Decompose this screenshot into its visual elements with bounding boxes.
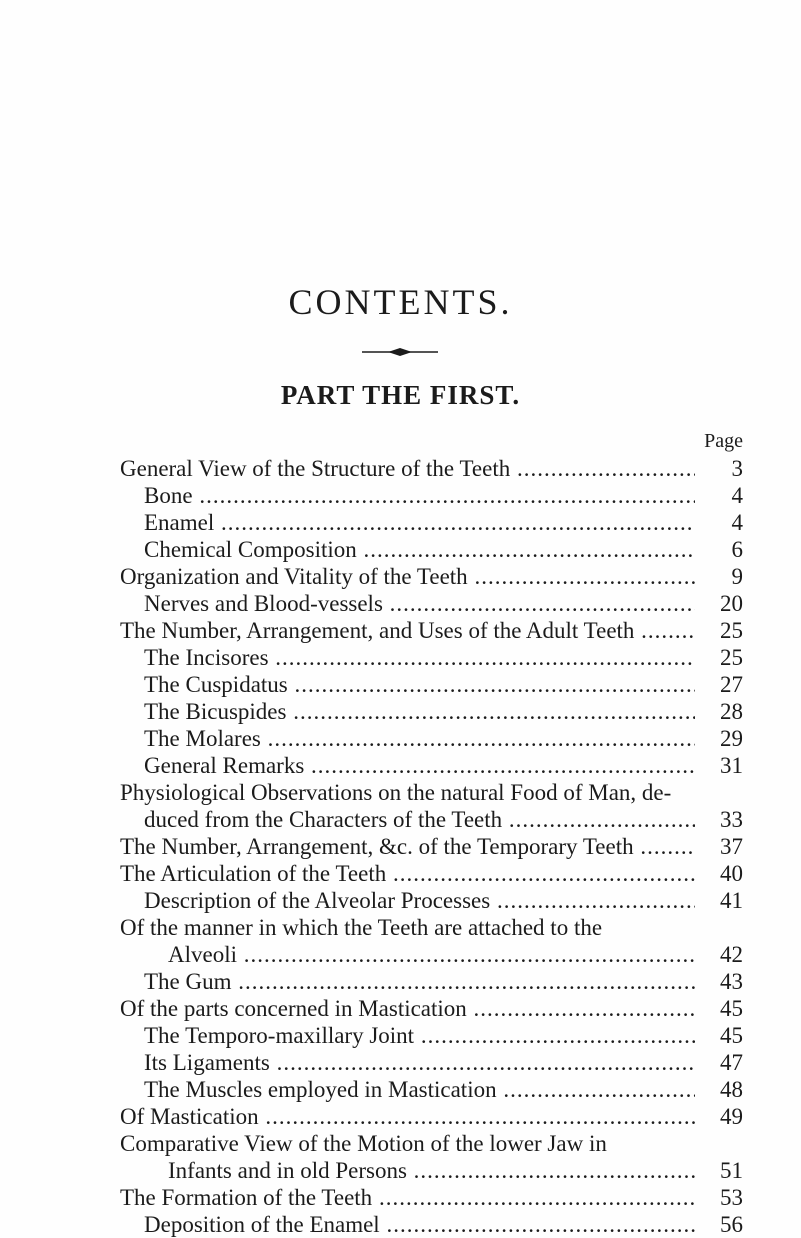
- toc-entry: [120, 644, 743, 671]
- toc-entry-title: Enamel .....: [144, 509, 695, 536]
- toc-entry-title: Description of the Alveolar Processes .....: [144, 887, 695, 914]
- toc-entry-title: Organization and Vitality of the Teeth .....: [120, 563, 695, 590]
- toc-entry: [120, 1130, 743, 1184]
- toc-entry-title-continued: Alveoli .....: [168, 941, 695, 968]
- toc-entry: [120, 914, 743, 968]
- toc-entry: [120, 455, 743, 482]
- toc-entry: [120, 1076, 743, 1103]
- toc-entry-page-number: 27: [703, 671, 743, 698]
- toc-entry: [120, 671, 743, 698]
- toc-entry-title: The Incisores .....: [144, 644, 695, 671]
- toc-entry-page-number: 3: [703, 455, 743, 482]
- toc-entry-page-number: 41: [703, 887, 743, 914]
- page-title: CONTENTS.: [288, 282, 513, 322]
- toc-entry-page-number: 45: [703, 1022, 743, 1049]
- toc-entry-title-continued: Infants and in old Persons .....: [168, 1157, 695, 1184]
- toc-entry-page-number: 48: [703, 1076, 743, 1103]
- toc-entry-page-number: 9: [703, 563, 743, 590]
- toc-entry-title: The Temporo-maxillary Joint .....: [144, 1022, 695, 1049]
- toc-entry: [120, 1049, 743, 1076]
- toc-entry-page-number: 49: [703, 1103, 743, 1130]
- part-title: PART THE FIRST.: [280, 380, 521, 410]
- toc-entry: [120, 1184, 743, 1211]
- toc-entry: [120, 1211, 743, 1238]
- toc-entry: [120, 887, 743, 914]
- toc-entry: [120, 563, 743, 590]
- toc-entry-page-number: 42: [703, 941, 743, 968]
- toc-entry-title: Nerves and Blood-vessels .....: [144, 590, 695, 617]
- toc-entry-page-number: 51: [703, 1157, 743, 1184]
- toc-entry-title: The Formation of the Teeth .....: [120, 1184, 695, 1211]
- toc-entry-title: General View of the Structure of the Teeth .....: [120, 455, 695, 482]
- toc-entry-title: The Gum .....: [144, 968, 695, 995]
- toc-entry-title: The Muscles employed in Mastication .....: [144, 1076, 695, 1103]
- toc-entry: [120, 1022, 743, 1049]
- toc-entry: [120, 482, 743, 509]
- toc-entry: [120, 860, 743, 887]
- toc-entry-title: Of the parts concerned in Mastication .....: [120, 995, 695, 1022]
- toc-entry: [120, 752, 743, 779]
- toc-entry-page-number: 53: [703, 1184, 743, 1211]
- toc-entry-title: Physiological Observations on the natural Food of Man, de-: [120, 780, 672, 805]
- toc-entry-title: The Number, Arrangement, &c. of the Temporary Teeth .....: [120, 833, 695, 860]
- toc-entry-page-number: 47: [703, 1049, 743, 1076]
- ornament-divider-icon: [362, 347, 438, 357]
- toc-entry-page-number: 28: [703, 698, 743, 725]
- toc-entry-page-number: 31: [703, 752, 743, 779]
- toc-entry-title: The Bicuspides .....: [144, 698, 695, 725]
- toc-entry: [120, 779, 743, 833]
- toc-entry-page-number: 33: [703, 806, 743, 833]
- toc-entry: [120, 509, 743, 536]
- toc-entry-title: Chemical Composition .....: [144, 536, 695, 563]
- toc-entry-page-number: 45: [703, 995, 743, 1022]
- toc-entry-title: Of Mastication .....: [120, 1103, 695, 1130]
- toc-entry-title: Bone .....: [144, 482, 695, 509]
- toc-entry-page-number: 4: [703, 509, 743, 536]
- toc-entry-title: The Molares .....: [144, 725, 695, 752]
- toc-entry: [120, 725, 743, 752]
- toc-entry-title: Its Ligaments .....: [144, 1049, 695, 1076]
- toc-entry-title: Of the manner in which the Teeth are attached to the: [120, 915, 603, 940]
- toc-entry-title-continued: duced from the Characters of the Teeth .....: [144, 806, 695, 833]
- toc-entry-page-number: 56: [703, 1211, 743, 1238]
- toc-entry-title: The Number, Arrangement, and Uses of the Adult Teeth .....: [120, 617, 695, 644]
- toc-entry-page-number: 29: [703, 725, 743, 752]
- page-column-label: Page: [704, 430, 743, 452]
- toc-entry: [120, 698, 743, 725]
- table-of-contents: [120, 455, 743, 1238]
- toc-entry: [120, 995, 743, 1022]
- toc-entry-title: The Articulation of the Teeth .....: [120, 860, 695, 887]
- toc-entry-page-number: 4: [703, 482, 743, 509]
- toc-entry: [120, 536, 743, 563]
- toc-entry: [120, 833, 743, 860]
- toc-entry-page-number: 25: [703, 617, 743, 644]
- toc-entry-title: Deposition of the Enamel .....: [144, 1211, 695, 1238]
- toc-entry-page-number: 40: [703, 860, 743, 887]
- toc-entry-page-number: 20: [703, 590, 743, 617]
- toc-entry-title: Comparative View of the Motion of the lower Jaw in: [120, 1131, 607, 1156]
- toc-entry: [120, 590, 743, 617]
- toc-entry-page-number: 25: [703, 644, 743, 671]
- toc-entry-page-number: 37: [703, 833, 743, 860]
- toc-entry: [120, 617, 743, 644]
- toc-entry: [120, 1103, 743, 1130]
- toc-entry-page-number: 6: [703, 536, 743, 563]
- toc-entry-page-number: 43: [703, 968, 743, 995]
- toc-entry-title: General Remarks .....: [144, 752, 695, 779]
- toc-entry: [120, 968, 743, 995]
- toc-entry-title: The Cuspidatus .....: [144, 671, 695, 698]
